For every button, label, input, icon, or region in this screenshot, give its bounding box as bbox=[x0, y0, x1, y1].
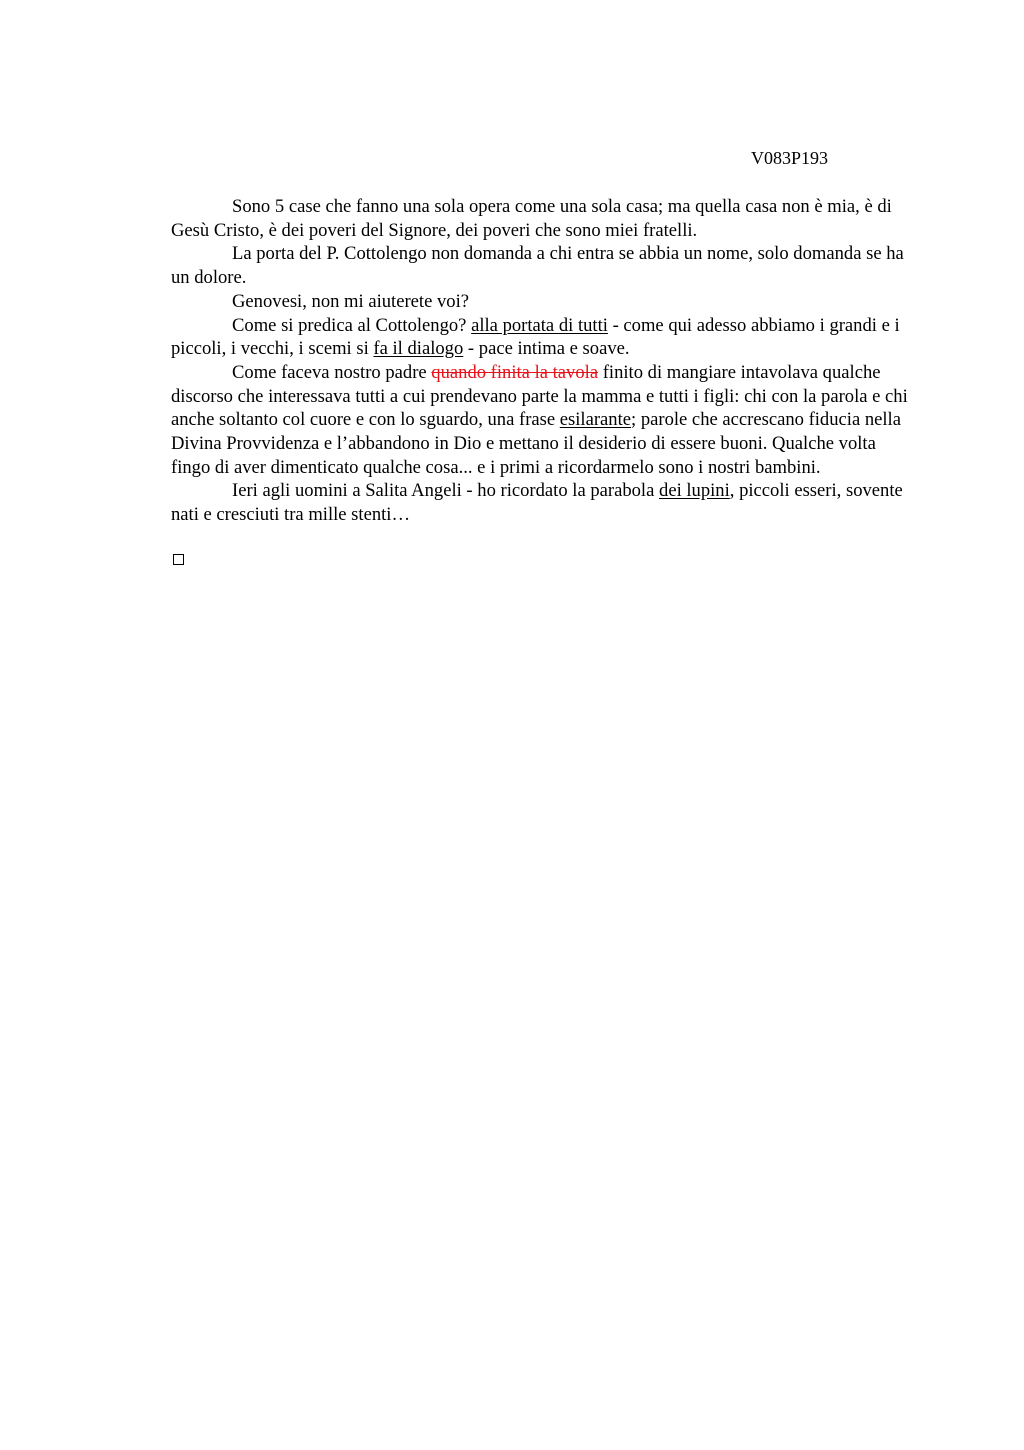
paragraph-text: Sono 5 case che fanno una sola opera come una sola casa; ma quella casa non è mia, è di Gesù Cristo, è dei poveri del Signore, dei poveri che sono miei fratelli. bbox=[171, 196, 892, 241]
paragraph-text: , piccoli esseri, sovente nati e cresciuti tra mille stenti… bbox=[171, 480, 903, 526]
paragraph-text: - come qui adesso abbiamo i grandi e i piccoli, i vecchi, i scemi si bbox=[171, 314, 900, 360]
paragraph-text: La porta del P. Cottolengo non domanda a chi entra se abbia un nome, solo domanda se ha un dolore. bbox=[171, 243, 904, 289]
paragraph-text: - pace intima e soave. bbox=[463, 338, 630, 360]
paragraph-text: ; parole che accrescano fiducia nella Divina Provvidenza e l’abbandono in Dio e mettano il desiderio di essere buoni. Qualche volta fingo di aver dimenticato qualche cosa... e i primi a ricordarmelo sono i nostri bambini. bbox=[171, 409, 901, 478]
paragraph-5 bbox=[171, 361, 919, 480]
paragraph-text: Genovesi, non mi aiuterete voi? bbox=[232, 290, 469, 312]
paragraph-text: Come faceva nostro padre bbox=[232, 361, 432, 383]
paragraph-text: Ieri agli uomini a Salita Angeli - ho ricordato la parabola bbox=[232, 480, 660, 502]
underlined-phrase: esilarante bbox=[559, 409, 632, 431]
paragraph-2 bbox=[171, 242, 919, 289]
paragraph-text: finito di mangiare intavolava qualche discorso che interessava tutti a cui prendevano parte la mamma e tutti i figli: chi con la parola e chi anche soltanto col cuore e con lo sguardo, una frase bbox=[171, 361, 908, 431]
document-body bbox=[171, 195, 919, 527]
page-reference: V083P193 bbox=[751, 148, 829, 168]
paragraph-4 bbox=[171, 314, 919, 361]
paragraph-1 bbox=[171, 195, 919, 242]
empty-square-mark bbox=[173, 554, 184, 565]
underlined-phrase: dei lupini bbox=[659, 480, 730, 502]
paragraph-text: Come si predica al Cottolengo? bbox=[232, 314, 472, 336]
paragraph-3 bbox=[171, 290, 919, 314]
underlined-phrase: fa il dialogo bbox=[373, 338, 464, 360]
paragraph-6 bbox=[171, 479, 919, 526]
underlined-phrase: alla portata di tutti bbox=[471, 314, 608, 336]
deleted-phrase: quando finita la tavola bbox=[431, 361, 599, 383]
